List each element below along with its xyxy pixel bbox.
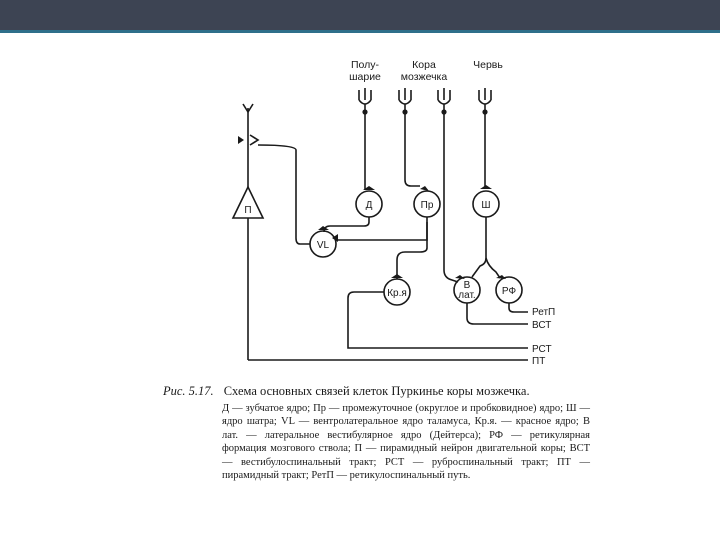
label-hemisphere-1: Полу- bbox=[350, 59, 380, 71]
node-RF-label: РФ bbox=[501, 286, 517, 297]
tract-RST-label: РСТ bbox=[532, 344, 552, 355]
axon-to-Pr bbox=[405, 112, 420, 186]
node-Krya-label: Кр.я bbox=[387, 288, 407, 299]
axon-to-Vlat bbox=[444, 112, 458, 282]
figure-caption bbox=[163, 384, 603, 399]
tract-RetP-label: РетП bbox=[532, 307, 556, 318]
figure-title: Схема основных связей клеток Пуркинье коры мозжечка. bbox=[223, 384, 530, 398]
label-vermis: Червь bbox=[473, 59, 503, 71]
dendrite-fork-cortex-2 bbox=[438, 88, 450, 112]
dendrite-fork-vermis bbox=[479, 88, 491, 112]
tract-VST-label: ВСТ bbox=[532, 320, 552, 331]
node-VL-label: VL bbox=[316, 240, 330, 251]
node-P-label: П bbox=[244, 205, 252, 216]
dendrite-fork-hemisphere bbox=[359, 88, 371, 112]
label-cortex-2: мозжечка bbox=[400, 71, 448, 83]
label-cortex-1: Кора bbox=[412, 59, 436, 71]
node-Vlat-label-2: лат. bbox=[458, 290, 476, 301]
node-D-label: Д bbox=[365, 200, 373, 211]
dendrite-fork-cortex bbox=[399, 88, 411, 112]
node-Sh-label: Ш bbox=[481, 200, 491, 211]
node-Vlat-label-1: В bbox=[463, 280, 471, 291]
figure-number: Рис. 5.17. bbox=[163, 384, 214, 398]
label-hemisphere-2: шарие bbox=[349, 71, 381, 83]
node-Pr-label: Пр bbox=[420, 200, 434, 211]
figure-legend: Д — зубчатое ядро; Пр — промежуточное (округлое и пробковидное) ядро; Ш — ядро шатра; VL — вентролатеральное ядро таламуса, Кр.я. — красное ядро; В лат. — латеральное вестибулярное ядро (Дейтерса); РФ — ретикулярная формация мозгового ствола; П — пирамидный нейрон двигательной коры; ВСТ — вестибулоспинальный тракт; РСТ — руброспинальный тракт; ПТ — пирамидный тракт; РетП — ретикулоспинальный путь. bbox=[222, 403, 590, 482]
tract-PT-label: ПТ bbox=[532, 356, 546, 367]
